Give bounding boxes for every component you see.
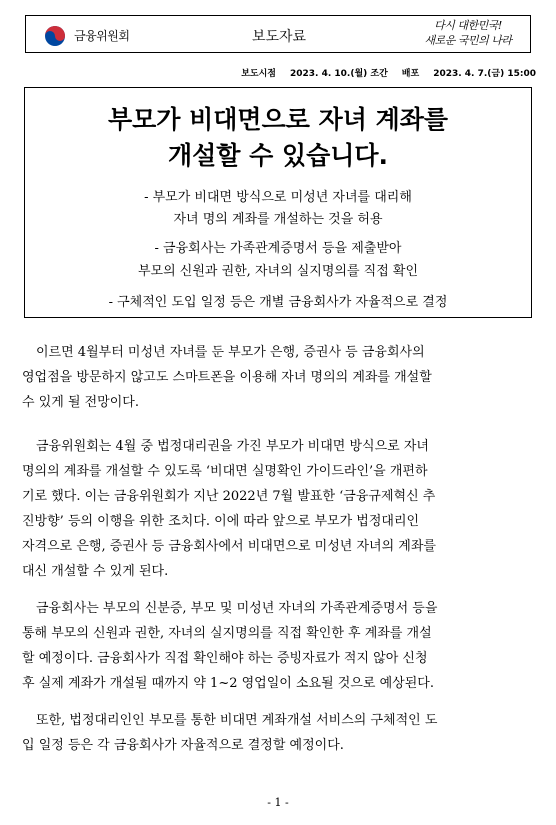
- body-paragraph: [22, 434, 546, 584]
- headline-box: [24, 87, 532, 318]
- slogan-line: 다시 대한민국!: [434, 19, 502, 32]
- headline-title-line: 개설할 수 있습니다.: [167, 141, 389, 170]
- press-header: [25, 15, 531, 53]
- org-name: 금융위원회: [74, 29, 130, 43]
- distribution-value: 2023. 4. 7.(금) 15:00: [433, 69, 536, 79]
- body-line: 할 예정이다. 금융회사가 직접 확인해야 하는 증빙자료가 적지 않아 신청: [22, 651, 428, 666]
- document-kind: 보도자료: [251, 29, 307, 45]
- body-line: 금융위원회는 4월 중 법정대리권을 가진 부모가 비대면 방식으로 자녀: [36, 439, 429, 454]
- body-paragraph: [22, 340, 546, 415]
- body-line: 영업점을 방문하지 않고도 스마트폰을 이용해 자녀 명의의 계좌를 개설할: [22, 370, 432, 385]
- body-line: 명의의 계좌를 개설할 수 있도록 ‘비대면 실명확인 가이드라인’을 개편하: [22, 464, 428, 479]
- body-line: 이르면 4월부터 미성년 자녀를 둔 부모가 은행, 증권사 등 금융회사의: [36, 345, 425, 360]
- body-line: 후 실제 계좌가 개설될 때까지 약 1~2 영업일이 소요될 것으로 예상된다.: [22, 676, 434, 691]
- body-paragraph: [22, 708, 546, 758]
- slogan: [418, 18, 518, 48]
- body-paragraph: [22, 596, 546, 696]
- body-line: 입 일정 등은 각 금융회사가 자율적으로 결정할 예정이다.: [22, 738, 344, 753]
- summary-line: 자녀 명의 계좌를 개설하는 것을 허용: [173, 212, 383, 227]
- body-line: 또한, 법정대리인인 부모를 통한 비대면 계좌개설 서비스의 구체적인 도: [36, 713, 438, 728]
- summary-line: - 구체적인 도입 일정 등은 개별 금융회사가 자율적으로 결정: [108, 295, 448, 310]
- body-line: 통해 부모의 신원과 권한, 자녀의 실지명의를 직접 확인한 후 계좌를 개설: [22, 626, 432, 641]
- distribution-label: 배포: [401, 69, 420, 79]
- body-line: 금융회사는 부모의 신분증, 부모 및 미성년 자녀의 가족관계증명서 등을: [36, 601, 438, 616]
- body-line: 수 있게 될 전망이다.: [22, 395, 139, 410]
- headline-title-line: 부모가 비대면으로 자녀 계좌를: [107, 105, 449, 134]
- summary-line: - 부모가 비대면 방식으로 미성년 자녀를 대리해: [144, 190, 412, 205]
- summary-line: - 금융회사는 가족관계증명서 등을 제출받아: [154, 241, 402, 256]
- slogan-line: 새로운 국민의 나라: [424, 34, 512, 47]
- body-line: 대신 개설할 수 있게 된다.: [22, 564, 169, 579]
- body-line: 진방향’ 등의 이행을 위한 조치다. 이에 따라 앞으로 부모가 법정대리인: [22, 514, 420, 529]
- release-value: 2023. 4. 10.(월) 조간: [289, 69, 388, 79]
- release-label: 보도시점: [241, 69, 276, 79]
- page-number: - 1 -: [267, 796, 289, 809]
- body-line: 자격으로 은행, 증권사 등 금융회사에서 비대면으로 미성년 자녀의 계좌를: [22, 539, 436, 554]
- summary-line: 부모의 신원과 권한, 자녀의 실지명의를 직접 확인: [137, 264, 419, 279]
- body-line: 기로 했다. 이는 금융위원회가 지난 2022년 7월 발표한 ‘금융규제혁신 추: [22, 489, 436, 504]
